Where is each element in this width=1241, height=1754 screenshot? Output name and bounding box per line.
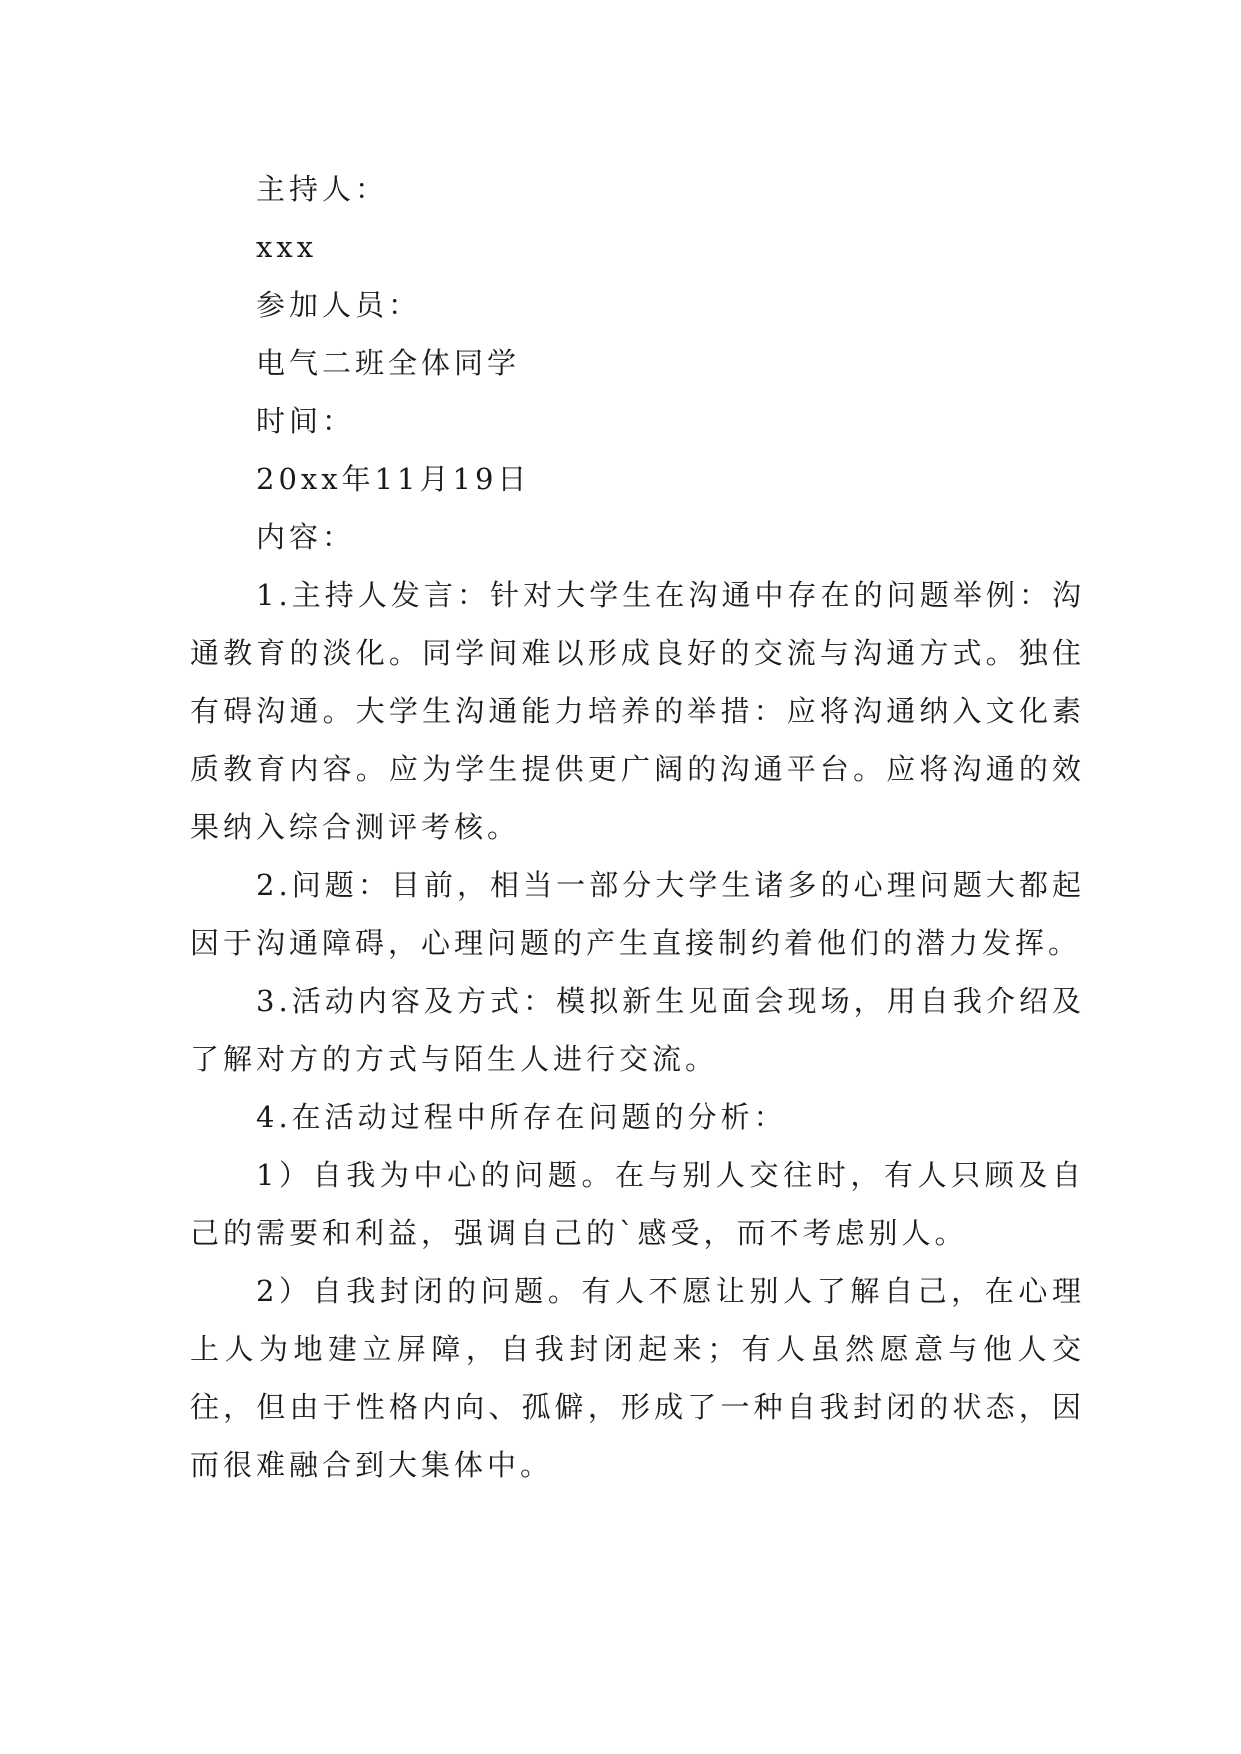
paragraph-analysis-heading: 4.在活动过程中所存在问题的分析：: [256, 1100, 787, 1134]
paragraph-host-speech: 1.主持人发言：针对大学生在沟通中存在的问题举例：沟通教育的淡化。同学间难以形成良好的交流与沟通方式。独住有碍沟通。大学生沟通能力培养的举措：应将沟通纳入文化素质教育内容。应为学生提供更广阔的沟通平台。应将沟通的效果纳入综合测评考核。: [190, 578, 1085, 844]
paragraph-activity: 3.活动内容及方式：模拟新生见面会现场，用自我介绍及了解对方的方式与陌生人进行交流。: [190, 984, 1085, 1076]
host-label: 主持人：: [256, 172, 389, 206]
participants-value: 电气二班全体同学: [256, 346, 521, 380]
participants-label: 参加人员：: [256, 288, 422, 322]
paragraph-problem: 2.问题：目前，相当一部分大学生诸多的心理问题大都起因于沟通障碍，心理问题的产生直接制约着他们的潜力发挥。: [190, 868, 1085, 960]
document-body: [190, 160, 1085, 1494]
content-label: 内容：: [256, 520, 356, 554]
paragraph-self-closed: 2）自我封闭的问题。有人不愿让别人了解自己，在心理上人为地建立屏障，自我封闭起来；有人虽然愿意与他人交往，但由于性格内向、孤僻，形成了一种自我封闭的状态，因而很难融合到大集体中。: [190, 1274, 1085, 1482]
time-value: 20xx年11月19日: [256, 462, 531, 496]
host-value: xxx: [256, 230, 318, 264]
time-label: 时间：: [256, 404, 356, 438]
paragraph-self-centered: 1）自我为中心的问题。在与别人交往时，有人只顾及自己的需要和利益，强调自己的`感受，而不考虑别人。: [190, 1158, 1085, 1250]
